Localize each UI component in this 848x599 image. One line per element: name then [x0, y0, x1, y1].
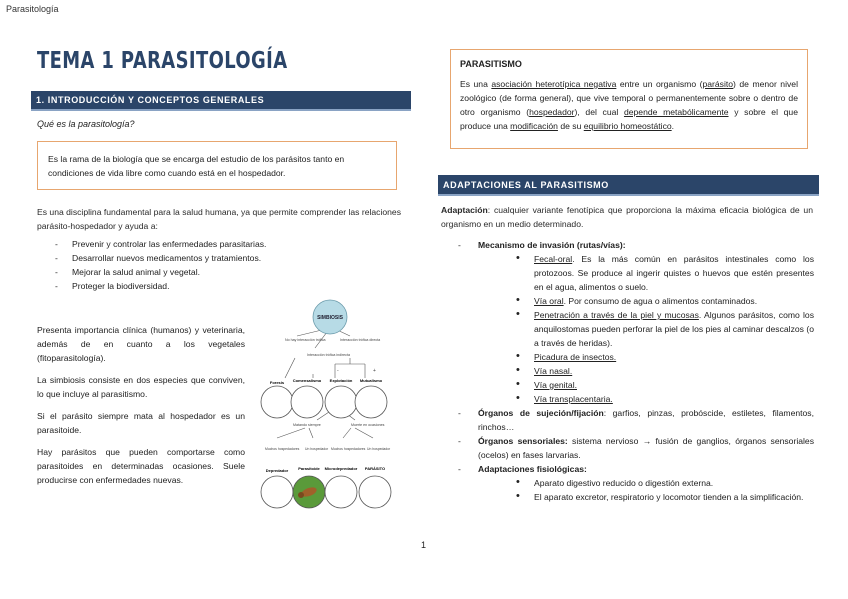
definition-box [37, 141, 397, 190]
diagram-circle [261, 476, 293, 508]
sub-label: Muchos hospedadores [265, 447, 300, 451]
list-item: • Vía oral. Por consumo de agua o alimentos contaminados. [514, 294, 814, 308]
sign-label: + [373, 368, 376, 374]
list-item: • Picadura de insectos. [514, 350, 814, 364]
physiological-list [478, 476, 814, 504]
list-item: • Penetración a través de la piel y mucosas. Algunos parásitos, como los anquilostomas pueden perforar la piel de los pies al caminar descalzos (o a través de heridas). [514, 308, 814, 350]
branch-label: Muerte en ocasiones [351, 423, 385, 427]
list-item: • Fecal-oral. Es la más común en parásitos intestinales como los protozoos. Se produce al ingerir quistes o huevos que estén presentes en el agua, alimentos o suelo. [514, 252, 814, 294]
section-question: Qué es la parasitología? [37, 119, 135, 129]
list-item: - Desarrollar nuevos medicamentos y tratamientos. [55, 251, 266, 265]
diagram-circle [325, 476, 357, 508]
branch-label: Interacción trófica directa [340, 338, 381, 342]
symbiosis-diagram [255, 298, 405, 514]
page-title: TEMA 1 PARASITOLOGÍA [37, 48, 288, 74]
node-label: Mutualismo [359, 378, 383, 383]
node-label: PARÁSITO [364, 466, 386, 471]
parasitismo-text: Es una asociación heterotípica negativa entre un organismo (parásito) de menor nivel zoológico (de forma general), que vive temporal o permanentemente sobre o dentro de otro organismo (hospedador), del cual depende metabólicamente y sobre el que produce una modificación de su equilibrio homeostático. [460, 79, 798, 131]
parasitismo-box [450, 49, 808, 149]
sub-label: Muchos hospedadores [331, 447, 366, 451]
section-heading-intro: 1. INTRODUCCIÓN Y CONCEPTOS GENERALES [31, 91, 411, 111]
list-item: - Prevenir y controlar las enfermedades parasitarias. [55, 237, 266, 251]
list-item: • El aparato excretor, respiratorio y locomotor tienden a la simplificación. [514, 490, 814, 504]
node-label: Foresis [269, 380, 285, 385]
list-item: - Órganos sensoriales: sistema nervioso → fusión de ganglios, órganos sensoriales (ocelos) en fases larvarias. [458, 434, 814, 462]
sub-label: Un hospedador [305, 447, 329, 451]
list-item: • Aparato digestivo reducido o digestión externa. [514, 476, 814, 490]
list-item: • Vía transplacentaria. [514, 392, 814, 406]
sub-label: Un hospedador [367, 447, 391, 451]
branch-label: Matando siempre [293, 423, 321, 427]
node-label: Parasitoide [298, 466, 320, 471]
page-number: 1 [421, 540, 427, 550]
adaptations-list [458, 238, 814, 504]
list-item: - Mecanismo de invasión (rutas/vías): • Fecal-oral. Es la más común en parásitos intestinales como los protozoos. Se produce al ingerir quistes o huevos que estén presentes en el agua, alimentos o suelo. • Vía oral. Por consumo de agua o alimentos contaminados. • Penetración a través de la piel y mucosas. Algunos parásitos, como los anquilostomas pueden perforar la piel de los pies al caminar descalzos (o a través de heridas). • Picadura de insectos. • Vía nasal. • Vía genital. • Vía transplacentaria. [458, 238, 814, 406]
routes-list [478, 252, 814, 406]
node-label: Explotación [329, 378, 353, 383]
diagram-circle [355, 386, 387, 418]
insect-icon [298, 492, 304, 498]
document-header: Parasitología [6, 4, 59, 14]
branch-label: Interacción trófica indirecta [307, 353, 350, 357]
diagram-circle [291, 386, 323, 418]
definition-text: Es la rama de la biología que se encarga del estudio de los parásitos tanto en condiciones de vida libre como cuando está en el hospedador. [48, 154, 345, 178]
adaptation-definition: Adaptación: cualquier variante fenotípica que proporciona la máxima eficacia biológica de un organismo en un medio determinado. [441, 205, 813, 229]
paragraph: Si el parásito siempre mata al hospedador es un parasitoide. [37, 411, 245, 435]
diagram-circle [261, 386, 293, 418]
list-item: • Vía nasal. [514, 364, 814, 378]
sign-label: - [337, 368, 339, 374]
paragraph: La simbiosis consiste en dos especies que conviven, lo que incluye al parasitismo. [37, 375, 245, 399]
root-label: SIMBIOSIS [317, 315, 343, 321]
node-label: Depredador [265, 468, 289, 473]
list-item: - Mejorar la salud animal y vegetal. [55, 265, 266, 279]
list-item: - Adaptaciones fisiológicas: • Aparato digestivo reducido o digestión externa. • El aparato excretor, respiratorio y locomotor tienden a la simplificación. [458, 462, 814, 504]
diagram-circle [359, 476, 391, 508]
paragraph: Hay parásitos que pueden comportarse como parasitoides en determinadas ocasiones. Suele producirse con enfermedades nuevas. [37, 447, 245, 485]
parasitismo-title: PARASITISMO [460, 59, 522, 69]
list-item: - Órganos de sujeción/fijación: garfios, pinzas, probóscide, estiletes, filamentos, rinchos… [458, 406, 814, 434]
section-heading-adaptations: ADAPTACIONES AL PARASITISMO [438, 175, 819, 196]
discipline-paragraph: Es una disciplina fundamental para la salud humana, ya que permite comprender las relaciones parásito-hospedador y ayuda a: [37, 207, 402, 231]
node-label: Microdepredador [324, 466, 358, 471]
paragraph: Presenta importancia clínica (humanos) y veterinaria, además de en cuanto a los vegetales (fitoparasitología). [37, 325, 245, 363]
branch-label: No hay interacción trófica [285, 338, 326, 342]
list-item: • Vía genital. [514, 378, 814, 392]
node-label: Comensalismo [292, 378, 322, 383]
diagram-circle [325, 386, 357, 418]
list-item: - Proteger la biodiversidad. [55, 279, 266, 293]
intro-paragraphs [37, 323, 245, 495]
goals-list [55, 237, 266, 293]
